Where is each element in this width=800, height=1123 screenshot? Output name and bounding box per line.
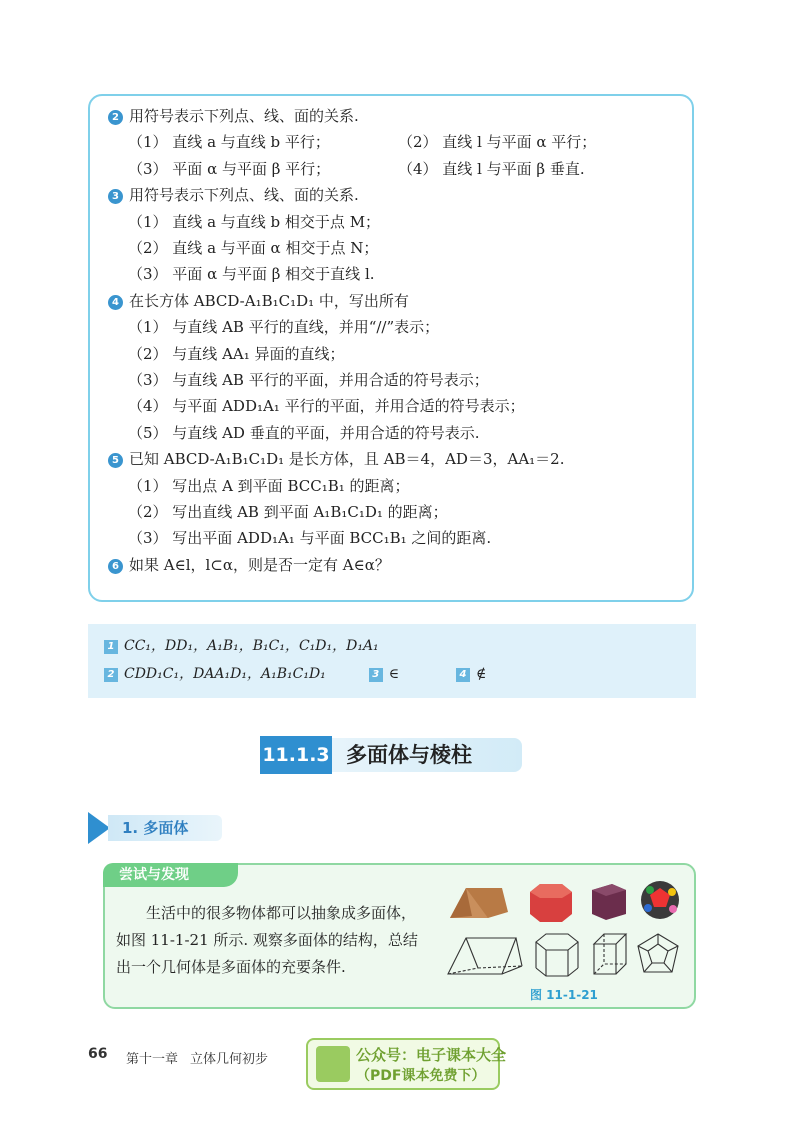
answer-text: CC₁，DD₁，A₁B₁，B₁C₁，C₁D₁，D₁A₁ xyxy=(124,638,379,654)
exercise-heading xyxy=(108,291,409,311)
answer-line-1 xyxy=(104,636,379,656)
answer-number: 3 xyxy=(369,668,383,682)
exercise-subitem: （3） 与直线 AB 平行的平面，并用合适的符号表示； xyxy=(128,371,489,389)
figure-photos xyxy=(444,878,680,926)
answer-box xyxy=(88,624,696,698)
exercise-subitem: （1） 直线 a 与直线 b 平行； xyxy=(128,133,330,152)
exercise-heading xyxy=(108,106,359,126)
exercise-subitem: （1） 与直线 AB 平行的直线，并用“//”表示； xyxy=(128,318,440,337)
exercise-number: 5 xyxy=(108,453,123,468)
exercise-heading xyxy=(108,449,565,469)
try-text-line-3: 出一个几何体是多面体的充要条件. xyxy=(116,958,346,976)
triangular-prism-wireframe-icon xyxy=(448,938,522,974)
try-text-line-1: 生活中的很多物体都可以抽象成多面体， xyxy=(146,904,417,922)
exercise-number: 6 xyxy=(108,559,123,574)
exercise-heading xyxy=(108,555,390,575)
exercise-text: 用符号表示下列点、线、面的关系. xyxy=(129,107,359,125)
tent-box-photo-icon xyxy=(450,888,508,918)
exercise-subitem: （2） 写出直线 AB 到平面 A₁B₁C₁D₁ 的距离； xyxy=(128,503,448,521)
exercise-text: 已知 ABCD-A₁B₁C₁D₁ 是长方体，且 AB＝4，AD＝3，AA₁＝2. xyxy=(129,450,565,469)
exercise-subitem: （2） 直线 l 与平面 α 平行； xyxy=(398,133,597,152)
watermark-stamp xyxy=(306,1038,507,1090)
exercise-subitem: （2） 直线 a 与平面 α 相交于点 N； xyxy=(128,239,379,257)
exercise-number: 4 xyxy=(108,295,123,310)
exercise-subitem: （3） 平面 α 与平面 β 相交于直线 l. xyxy=(128,265,375,284)
exercise-subitem: （4） 直线 l 与平面 β 垂直. xyxy=(398,159,585,178)
chapter-label: 第十一章 xyxy=(126,1052,179,1067)
exercise-subitem: （1） 写出点 A 到平面 BCC₁B₁ 的距离； xyxy=(128,476,410,495)
figure-caption: 图 11-1-21 xyxy=(530,988,598,1002)
exercise-subitem: （4） 与平面 ADD₁A₁ 平行的平面，并用合适的符号表示； xyxy=(128,397,525,416)
exercise-subitem: （2） 与直线 AA₁ 异面的直线； xyxy=(128,344,345,363)
answer-number: 2 xyxy=(104,668,118,682)
exercise-subitem: （3） 平面 α 与平面 β 平行； xyxy=(128,159,331,178)
book-icon xyxy=(316,1046,350,1082)
exercise-text: 如果 A∈l，l⊂α，则是否一定有 A∈α？ xyxy=(129,555,390,574)
answer-line-2 xyxy=(104,664,486,684)
answer-number: 4 xyxy=(456,668,470,682)
cube-wireframe-icon xyxy=(594,934,626,974)
exercise-number: 3 xyxy=(108,189,123,204)
chapter-title: 立体几何初步 xyxy=(190,1052,269,1067)
cube-box-photo-icon xyxy=(592,884,626,920)
exercise-subitem: （5） 与直线 AD 垂直的平面，并用合适的符号表示. xyxy=(128,423,480,442)
exercise-text: 在长方体 ABCD-A₁B₁C₁D₁ 中，写出所有 xyxy=(129,291,409,310)
answer-text: CDD₁C₁，DAA₁D₁，A₁B₁C₁D₁ xyxy=(124,666,326,682)
try-discover-tab: 尝试与发现 xyxy=(103,863,238,887)
exercise-subitem: （1） 直线 a 与直线 b 相交于点 M； xyxy=(128,212,381,231)
subsection-title: 1. 多面体 xyxy=(108,815,222,841)
section-number: 11.1.3 xyxy=(260,736,332,774)
page-number: 66 xyxy=(88,1046,108,1062)
hexagonal-prism-wireframe-icon xyxy=(536,934,578,976)
dodecahedron-wireframe-icon xyxy=(638,934,678,972)
exercise-number: 2 xyxy=(108,110,123,125)
answer-number: 1 xyxy=(104,640,118,654)
try-text-line-2: 如图 11-1-21 所示. 观察多面体的结构，总结 xyxy=(116,931,418,949)
stamp-line-2: （PDF课本免费下） xyxy=(356,1068,486,1084)
dodecahedron-puzzle-photo-icon xyxy=(641,881,679,919)
subsection-arrow-icon xyxy=(88,812,110,844)
stamp-line-1: 公众号：电子课本大全 xyxy=(356,1046,507,1064)
exercise-subitem: （3） 写出平面 ADD₁A₁ 与平面 BCC₁B₁ 之间的距离. xyxy=(128,529,492,548)
gift-box-photo-icon xyxy=(530,884,572,922)
answer-text: ∈ xyxy=(388,666,400,682)
exercise-heading xyxy=(108,185,359,205)
exercise-text: 用符号表示下列点、线、面的关系. xyxy=(129,186,359,205)
section-title: 多面体与棱柱 xyxy=(332,738,522,772)
answer-text: ∉ xyxy=(475,666,487,682)
figure-wireframes xyxy=(444,928,684,984)
